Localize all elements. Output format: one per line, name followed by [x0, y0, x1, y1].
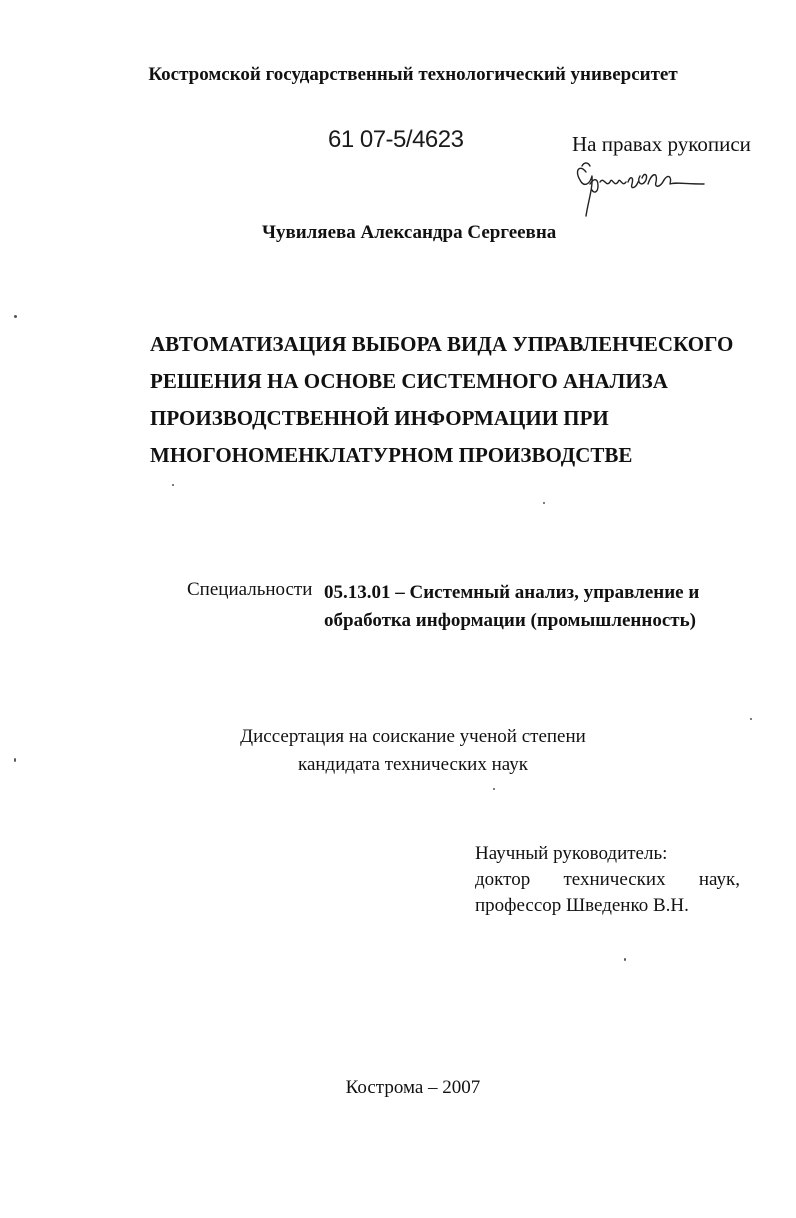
scan-speck — [750, 718, 752, 720]
specialty-line: 05.13.01 – Системный анализ, управление и — [324, 582, 700, 603]
supervisor-degree — [475, 867, 740, 893]
specialty-label: Специальности — [187, 579, 313, 600]
title-line: ПРОИЗВОДСТВЕННОЙ ИНФОРМАЦИИ ПРИ — [150, 406, 609, 430]
supervisor-name: профессор Шведенко В.Н. — [475, 895, 689, 916]
handwritten-signature — [572, 158, 712, 228]
supervisor-degree-word: доктор — [475, 869, 531, 890]
specialty-line: обработка информации (промышленность) — [324, 610, 696, 631]
supervisor-block — [475, 841, 740, 919]
title-line: РЕШЕНИЯ НА ОСНОВЕ СИСТЕМНОГО АНАЛИЗА — [150, 369, 668, 393]
supervisor-degree-word: технических — [563, 869, 666, 890]
supervisor-degree-word: наук, — [698, 869, 740, 890]
university-name: Костромской государственный технологический университет — [148, 64, 678, 85]
archive-code: 61 07-5/4623 — [328, 126, 464, 153]
author-name: Чувиляева Александра Сергеевна — [262, 222, 557, 243]
city-year: Кострома – 2007 — [345, 1077, 481, 1098]
scan-speck — [624, 958, 626, 961]
scan-speck — [14, 315, 17, 318]
dissertation-title — [150, 326, 750, 474]
title-line: АВТОМАТИЗАЦИЯ ВЫБОРА ВИДА УПРАВЛЕНЧЕСКОГО — [150, 332, 734, 356]
supervisor-label: Научный руководитель: — [475, 843, 668, 864]
degree-line: кандидата технических наук — [298, 754, 528, 775]
specialty-description — [324, 579, 699, 635]
scan-speck — [493, 788, 495, 790]
title-line: МНОГОНОМЕНКЛАТУРНОМ ПРОИЗВОДСТВЕ — [150, 443, 633, 467]
degree-statement — [0, 723, 796, 779]
scan-speck — [172, 484, 174, 486]
scan-speck — [14, 758, 16, 762]
degree-line: Диссертация на соискание ученой степени — [240, 726, 586, 747]
scan-speck — [543, 502, 545, 504]
rights-note: На правах рукописи — [572, 132, 751, 156]
